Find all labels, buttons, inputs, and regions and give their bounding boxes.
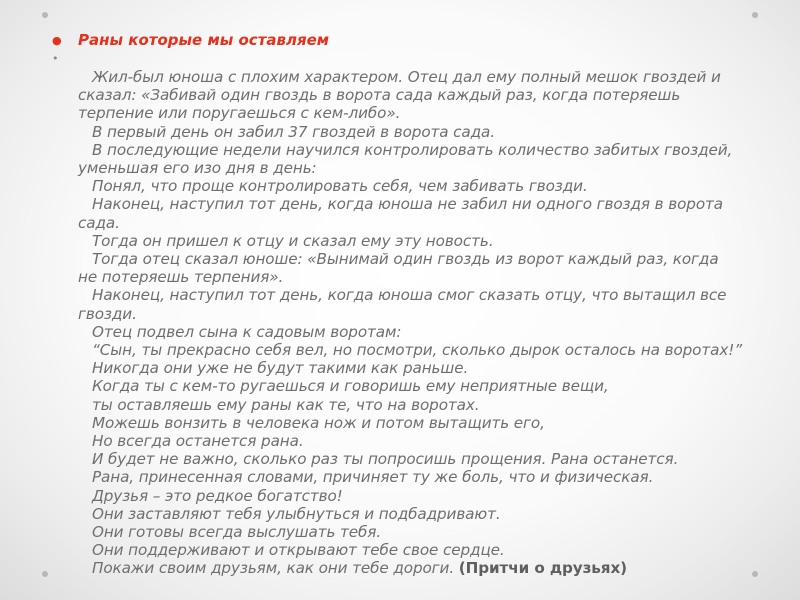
corner-dot-bottom-left bbox=[42, 571, 48, 577]
paragraph: Жил-был юноша с плохим характером. Отец дал ему полный мешок гвоздей и сказал: «Забивай один гвоздь в ворота сада каждый раз, когда потеряешь терпение или поругаешься с кем-либо». bbox=[78, 68, 721, 123]
title-row bbox=[52, 30, 742, 50]
paragraph: “Сын, ты прекрасно себя вел, но посмотри, сколько дырок осталось на воротах!” bbox=[92, 341, 742, 360]
paragraph: Понял, что проще контролировать себя, чем забивать гвозди. bbox=[92, 177, 588, 196]
paragraph: И будет не важно, сколько раз ты попросишь прощения. Рана останется. bbox=[92, 450, 679, 469]
source-citation: (Притчи о друзьях) bbox=[458, 559, 627, 578]
corner-dot-top-left bbox=[42, 12, 48, 18]
bullet-icon: ● bbox=[52, 34, 62, 47]
paragraph: В первый день он забил 37 гвоздей в ворота сада. bbox=[92, 122, 495, 141]
paragraph: Тогда он пришел к отцу и сказал ему эту новость. bbox=[92, 231, 494, 250]
paragraph: Отец подвел сына к садовым воротам: bbox=[92, 322, 402, 341]
paragraph: Они поддерживают и открывают тебе свое сердце. bbox=[92, 541, 505, 560]
paragraph: Рана, принесенная словами, причиняет ту же боль, что и физическая. bbox=[92, 468, 654, 487]
paragraph: Наконец, наступил тот день, когда юноша не забил ни одного гвоздя в ворота сада. bbox=[78, 195, 723, 232]
paragraph: Но всегда останется рана. bbox=[92, 432, 304, 451]
paragraph: ты оставляешь ему раны как те, что на воротах. bbox=[92, 395, 480, 414]
paragraph: Друзья – это редкое богатство! bbox=[92, 486, 343, 505]
bullet-icon: • bbox=[52, 52, 59, 65]
last-paragraph bbox=[78, 559, 742, 577]
paragraph: Когда ты с кем-то ругаешься и говоришь ему неприятные вещи, bbox=[92, 377, 609, 396]
paragraph: Наконец, наступил тот день, когда юноша смог сказать отцу, что вытащил все гвозди. bbox=[78, 286, 727, 323]
body-bullet-row bbox=[52, 50, 742, 66]
corner-dot-top-right bbox=[752, 12, 758, 18]
corner-dot-bottom-right bbox=[752, 571, 758, 577]
paragraph: Они заставляют тебя улыбнуться и подбадривают. bbox=[92, 504, 501, 523]
parable-text bbox=[78, 68, 742, 578]
slide-content bbox=[52, 30, 742, 578]
paragraph: Никогда они уже не будут такими как раньше. bbox=[92, 359, 469, 378]
paragraph: В последующие недели научился контролировать количество забитых гвоздей, уменьшая его изо дня в день: bbox=[78, 140, 733, 178]
paragraph: Тогда отец сказал юноше: «Вынимай один гвоздь из ворот каждый раз, когда не потеряешь терпения». bbox=[78, 250, 719, 287]
paragraph-text: Покажи своим друзьям, как они тебе дороги. bbox=[92, 559, 455, 578]
paragraph: Они готовы всегда выслушать тебя. bbox=[92, 523, 382, 542]
slide-title: Раны которые мы оставляем bbox=[78, 31, 330, 49]
paragraph: Можешь вонзить в человека нож и потом вытащить его, bbox=[92, 413, 545, 432]
